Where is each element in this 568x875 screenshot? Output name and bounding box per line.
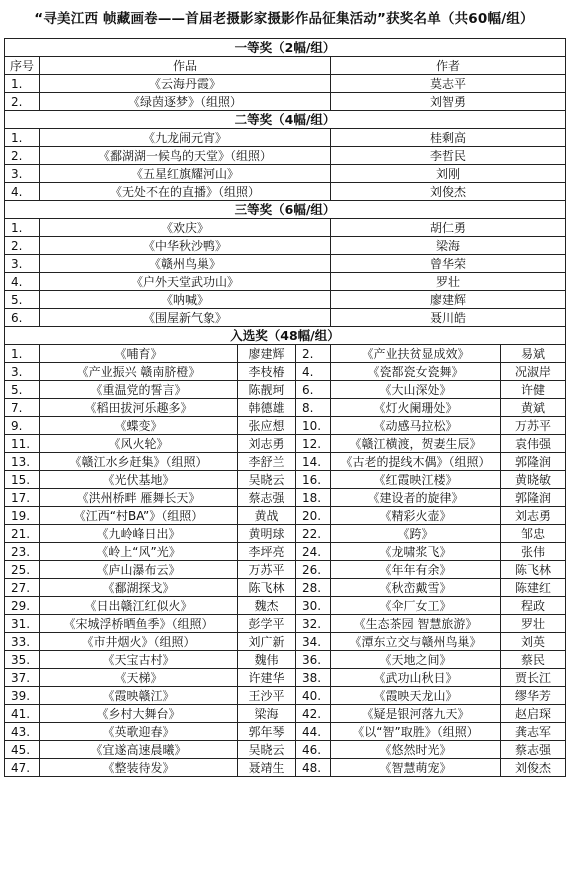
author-name: 赵启琛 — [501, 705, 566, 723]
work-title: 《产业振兴 赣南脐橙》 — [40, 363, 238, 381]
author-name: 曾华荣 — [331, 255, 566, 273]
selected-prize-heading: 入选奖（48幅/组） — [5, 327, 566, 345]
row-number: 27. — [5, 579, 40, 597]
column-header-work: 作品 — [40, 57, 331, 75]
table-row — [5, 237, 566, 255]
table-row — [5, 597, 566, 615]
table-row — [5, 525, 566, 543]
table-row — [5, 381, 566, 399]
author-name: 蔡民 — [501, 651, 566, 669]
author-name: 邹忠 — [501, 525, 566, 543]
author-name: 彭学平 — [238, 615, 296, 633]
table-row — [5, 93, 566, 111]
first-prize-heading: 一等奖（2幅/组） — [5, 39, 566, 57]
author-name: 梁海 — [238, 705, 296, 723]
work-title: 《年年有余》 — [331, 561, 501, 579]
table-row — [5, 183, 566, 201]
table-row — [5, 705, 566, 723]
author-name: 陈飞林 — [501, 561, 566, 579]
table-row — [5, 291, 566, 309]
table-row — [5, 399, 566, 417]
work-title: 《无处不在的直播》（组照） — [40, 183, 331, 201]
author-name: 刘广新 — [238, 633, 296, 651]
work-title: 《动感马拉松》 — [331, 417, 501, 435]
row-number: 14. — [296, 453, 331, 471]
author-name: 李舒兰 — [238, 453, 296, 471]
work-title: 《以“智”取胜》（组照） — [331, 723, 501, 741]
work-title: 《霞映赣江》 — [40, 687, 238, 705]
table-row — [5, 741, 566, 759]
work-title: 《生态茶园 智慧旅游》 — [331, 615, 501, 633]
table-row — [5, 687, 566, 705]
author-name: 陈靓珂 — [238, 381, 296, 399]
author-name: 许健 — [501, 381, 566, 399]
author-name: 贾长江 — [501, 669, 566, 687]
author-name: 程政 — [501, 597, 566, 615]
row-number: 38. — [296, 669, 331, 687]
author-name: 魏伟 — [238, 651, 296, 669]
work-title: 《红霞映江楼》 — [331, 471, 501, 489]
row-number: 17. — [5, 489, 40, 507]
work-title: 《悠然时光》 — [331, 741, 501, 759]
row-number: 10. — [296, 417, 331, 435]
section-header-row — [5, 201, 566, 219]
author-name: 李枝椿 — [238, 363, 296, 381]
row-number: 3. — [5, 165, 40, 183]
table-row — [5, 651, 566, 669]
work-title: 《哺育》 — [40, 345, 238, 363]
row-number: 12. — [296, 435, 331, 453]
row-number: 3. — [5, 363, 40, 381]
second-prize-heading: 二等奖（4幅/组） — [5, 111, 566, 129]
work-title: 《伞厂女工》 — [331, 597, 501, 615]
work-title: 《五星红旗耀河山》 — [40, 165, 331, 183]
column-header-num: 序号 — [5, 57, 40, 75]
author-name: 莫志平 — [331, 75, 566, 93]
table-row — [5, 309, 566, 327]
row-number: 4. — [296, 363, 331, 381]
author-name: 万苏平 — [238, 561, 296, 579]
section-header-row — [5, 39, 566, 57]
row-number: 46. — [296, 741, 331, 759]
work-title: 《市井烟火》（组照） — [40, 633, 238, 651]
table-row — [5, 363, 566, 381]
work-title: 《赣江水乡赶集》（组照） — [40, 453, 238, 471]
work-title: 《精彩火壶》 — [331, 507, 501, 525]
author-name: 韩德雄 — [238, 399, 296, 417]
work-title: 《日出赣江红似火》 — [40, 597, 238, 615]
work-title: 《洪州桥畔 雁舞长天》 — [40, 489, 238, 507]
author-name: 况淑岸 — [501, 363, 566, 381]
work-title: 《赣州鸟巢》 — [40, 255, 331, 273]
table-row — [5, 435, 566, 453]
row-number: 45. — [5, 741, 40, 759]
work-title: 《宋城浮桥晒鱼季》（组照） — [40, 615, 238, 633]
row-number: 22. — [296, 525, 331, 543]
work-title: 《蝶变》 — [40, 417, 238, 435]
table-row — [5, 345, 566, 363]
work-title: 《灯火阑珊处》 — [331, 399, 501, 417]
author-name: 陈飞林 — [238, 579, 296, 597]
author-name: 黄斌 — [501, 399, 566, 417]
author-name: 蔡志强 — [238, 489, 296, 507]
author-name: 蔡志强 — [501, 741, 566, 759]
row-number: 40. — [296, 687, 331, 705]
author-name: 罗壮 — [331, 273, 566, 291]
work-title: 《建设者的旋律》 — [331, 489, 501, 507]
work-title: 《潭东立交与赣州鸟巢》 — [331, 633, 501, 651]
work-title: 《九龙闹元宵》 — [40, 129, 331, 147]
row-number: 44. — [296, 723, 331, 741]
author-name: 廖建辉 — [331, 291, 566, 309]
work-title: 《庐山瀑布云》 — [40, 561, 238, 579]
author-name: 许建华 — [238, 669, 296, 687]
work-title: 《瓷都瓷女瓷舞》 — [331, 363, 501, 381]
work-title: 《宜遂高速晨曦》 — [40, 741, 238, 759]
table-row — [5, 471, 566, 489]
table-row — [5, 561, 566, 579]
table-row — [5, 129, 566, 147]
row-number: 47. — [5, 759, 40, 777]
author-name: 魏杰 — [238, 597, 296, 615]
row-number: 1. — [5, 219, 40, 237]
row-number: 3. — [5, 255, 40, 273]
table-row — [5, 219, 566, 237]
row-number: 1. — [5, 129, 40, 147]
row-number: 42. — [296, 705, 331, 723]
table-row — [5, 507, 566, 525]
row-number: 16. — [296, 471, 331, 489]
author-name: 刘俊杰 — [501, 759, 566, 777]
author-name: 郭隆润 — [501, 453, 566, 471]
row-number: 28. — [296, 579, 331, 597]
row-number: 41. — [5, 705, 40, 723]
author-name: 胡仁勇 — [331, 219, 566, 237]
work-title: 《云海丹霞》 — [40, 75, 331, 93]
author-name: 李哲民 — [331, 147, 566, 165]
work-title: 《疑是银河落九天》 — [331, 705, 501, 723]
row-number: 5. — [5, 291, 40, 309]
row-number: 43. — [5, 723, 40, 741]
row-number: 23. — [5, 543, 40, 561]
row-number: 8. — [296, 399, 331, 417]
row-number: 21. — [5, 525, 40, 543]
author-name: 易斌 — [501, 345, 566, 363]
work-title: 《天地之间》 — [331, 651, 501, 669]
row-number: 2. — [296, 345, 331, 363]
row-number: 1. — [5, 75, 40, 93]
row-number: 37. — [5, 669, 40, 687]
author-name: 聂靖生 — [238, 759, 296, 777]
row-number: 18. — [296, 489, 331, 507]
work-title: 《光伏基地》 — [40, 471, 238, 489]
author-name: 黄明球 — [238, 525, 296, 543]
row-number: 25. — [5, 561, 40, 579]
work-title: 《武功山秋日》 — [331, 669, 501, 687]
row-number: 5. — [5, 381, 40, 399]
row-number: 2. — [5, 237, 40, 255]
work-title: 《乡村大舞台》 — [40, 705, 238, 723]
work-title: 《霞映天龙山》 — [331, 687, 501, 705]
table-row — [5, 633, 566, 651]
row-number: 2. — [5, 147, 40, 165]
work-title: 《大山深处》 — [331, 381, 501, 399]
work-title: 《中华秋沙鸭》 — [40, 237, 331, 255]
table-row — [5, 273, 566, 291]
table-row — [5, 579, 566, 597]
row-number: 6. — [296, 381, 331, 399]
section-header-row — [5, 327, 566, 345]
work-title: 《跨》 — [331, 525, 501, 543]
work-title: 《智慧萌宠》 — [331, 759, 501, 777]
author-name: 廖建辉 — [238, 345, 296, 363]
author-name: 聂川皓 — [331, 309, 566, 327]
row-number: 1. — [5, 345, 40, 363]
author-name: 刘志勇 — [238, 435, 296, 453]
table-row — [5, 75, 566, 93]
author-name: 刘刚 — [331, 165, 566, 183]
work-title: 《产业扶贫显成效》 — [331, 345, 501, 363]
row-number: 11. — [5, 435, 40, 453]
row-number: 33. — [5, 633, 40, 651]
work-title: 《绿茵逐梦》（组照） — [40, 93, 331, 111]
author-name: 郭年琴 — [238, 723, 296, 741]
row-number: 7. — [5, 399, 40, 417]
work-title: 《秋峦戴雪》 — [331, 579, 501, 597]
author-name: 刘英 — [501, 633, 566, 651]
page-title: “寻美江西 帧藏画卷——首届老摄影家摄影作品征集活动”获奖名单（共60幅/组） — [34, 11, 534, 27]
row-number: 20. — [296, 507, 331, 525]
author-name: 陈建红 — [501, 579, 566, 597]
author-name: 龚志军 — [501, 723, 566, 741]
work-title: 《整装待发》 — [40, 759, 238, 777]
author-name: 吴晓云 — [238, 471, 296, 489]
author-name: 缪华芳 — [501, 687, 566, 705]
table-row — [5, 543, 566, 561]
author-name: 刘俊杰 — [331, 183, 566, 201]
row-number: 36. — [296, 651, 331, 669]
author-name: 吴晓云 — [238, 741, 296, 759]
work-title: 《重温党的誓言》 — [40, 381, 238, 399]
row-number: 30. — [296, 597, 331, 615]
work-title: 《风火轮》 — [40, 435, 238, 453]
author-name: 梁海 — [331, 237, 566, 255]
work-title: 《九岭峰日出》 — [40, 525, 238, 543]
row-number: 26. — [296, 561, 331, 579]
row-number: 4. — [5, 273, 40, 291]
table-row — [5, 165, 566, 183]
work-title: 《户外天堂武功山》 — [40, 273, 331, 291]
table-row — [5, 489, 566, 507]
work-title: 《岭上“风”光》 — [40, 543, 238, 561]
row-number: 15. — [5, 471, 40, 489]
table-row — [5, 417, 566, 435]
work-title: 《稻田拔河乐趣多》 — [40, 399, 238, 417]
column-header-author: 作者 — [331, 57, 566, 75]
row-number: 34. — [296, 633, 331, 651]
table-row — [5, 669, 566, 687]
row-number: 35. — [5, 651, 40, 669]
work-title: 《龙啸浆飞》 — [331, 543, 501, 561]
work-title: 《围屋新气象》 — [40, 309, 331, 327]
work-title: 《英歌迎春》 — [40, 723, 238, 741]
author-name: 王沙平 — [238, 687, 296, 705]
work-title: 《天梯》 — [40, 669, 238, 687]
author-name: 张应想 — [238, 417, 296, 435]
table-row — [5, 615, 566, 633]
author-name: 刘志勇 — [501, 507, 566, 525]
section-header-row — [5, 111, 566, 129]
work-title: 《天宝古村》 — [40, 651, 238, 669]
table-row — [5, 453, 566, 471]
author-name: 罗壮 — [501, 615, 566, 633]
author-name: 袁伟强 — [501, 435, 566, 453]
row-number: 39. — [5, 687, 40, 705]
author-name: 刘智勇 — [331, 93, 566, 111]
table-row — [5, 255, 566, 273]
work-title: 《赣江横渡，贺妻生辰》 — [331, 435, 501, 453]
row-number: 6. — [5, 309, 40, 327]
work-title: 《呐喊》 — [40, 291, 331, 309]
table-row — [5, 147, 566, 165]
row-number: 9. — [5, 417, 40, 435]
table-row — [5, 759, 566, 777]
column-header-row — [5, 57, 566, 75]
row-number: 24. — [296, 543, 331, 561]
author-name: 李坪亮 — [238, 543, 296, 561]
table-row — [5, 723, 566, 741]
row-number: 2. — [5, 93, 40, 111]
third-prize-heading: 三等奖（6幅/组） — [5, 201, 566, 219]
author-name: 张伟 — [501, 543, 566, 561]
author-name: 黄战 — [238, 507, 296, 525]
work-title: 《鄱湖湖一候鸟的天堂》（组照） — [40, 147, 331, 165]
row-number: 4. — [5, 183, 40, 201]
work-title: 《鄱湖探戈》 — [40, 579, 238, 597]
row-number: 31. — [5, 615, 40, 633]
row-number: 19. — [5, 507, 40, 525]
author-name: 郭隆润 — [501, 489, 566, 507]
awards-table — [4, 38, 566, 777]
work-title: 《欢庆》 — [40, 219, 331, 237]
row-number: 29. — [5, 597, 40, 615]
row-number: 32. — [296, 615, 331, 633]
author-name: 黄晓敏 — [501, 471, 566, 489]
author-name: 桂剩高 — [331, 129, 566, 147]
work-title: 《江西“村BA”》（组照） — [40, 507, 238, 525]
row-number: 13. — [5, 453, 40, 471]
work-title: 《古老的提线木偶》（组照） — [331, 453, 501, 471]
row-number: 48. — [296, 759, 331, 777]
author-name: 万苏平 — [501, 417, 566, 435]
